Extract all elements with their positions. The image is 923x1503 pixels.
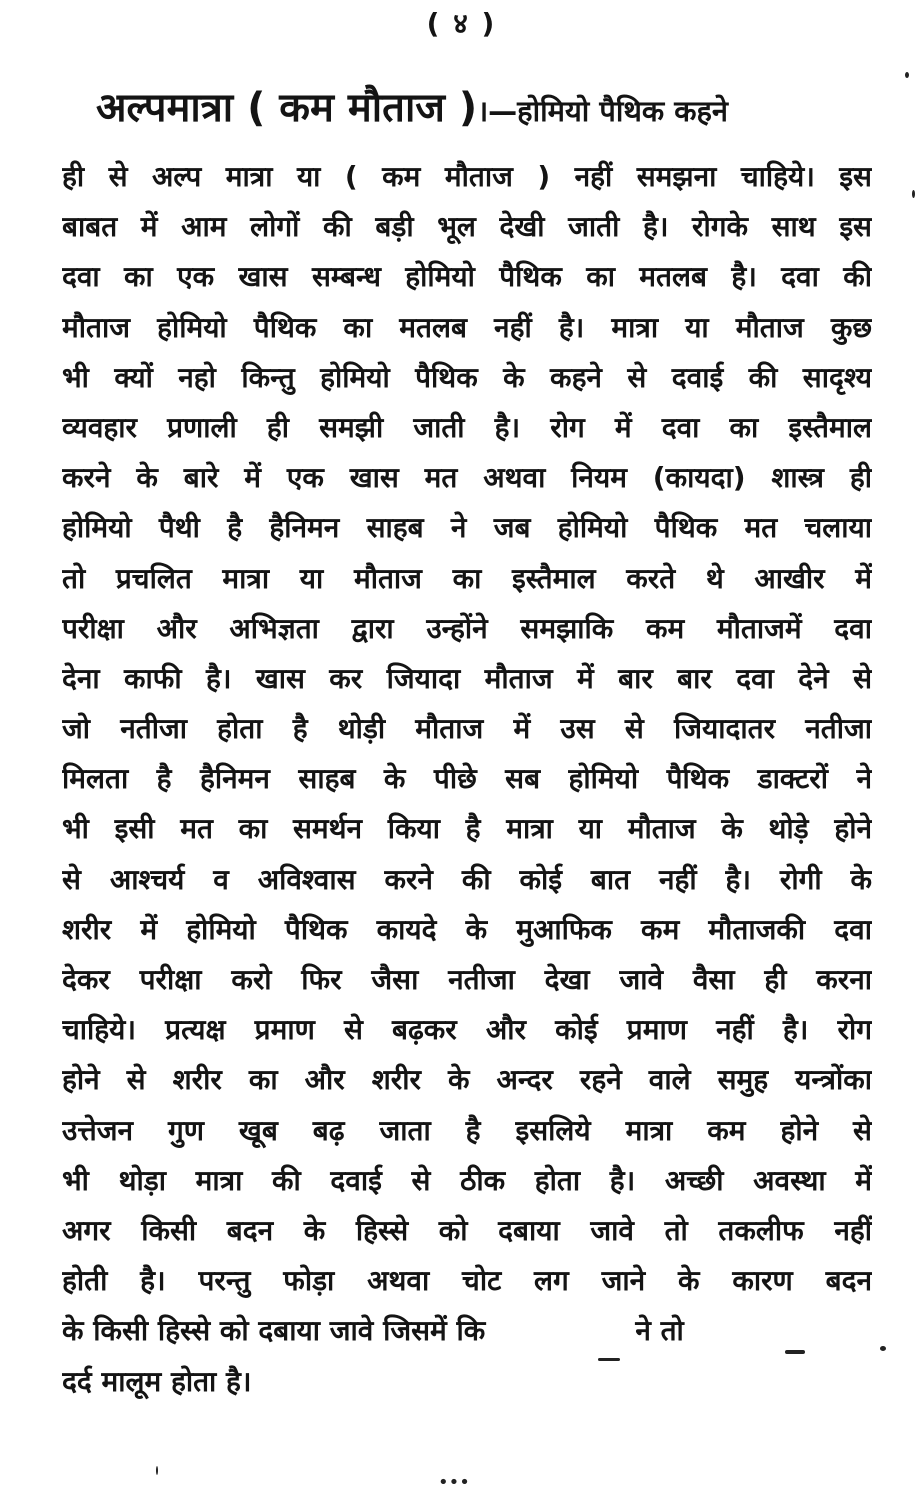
text-line: होमियो पैथी है हैनिमन साहब ने जब होमियो पैथिक मत चलाया xyxy=(62,511,872,545)
text-line: चाहिये। प्रत्यक्ष प्रमाण से बढ़कर और कोई प्रमाण नहीं है। रोग xyxy=(62,1013,872,1047)
scan-speck xyxy=(156,1466,158,1475)
text-line-start: के किसी हिस्से को दबाया जावे जिसमें कि xyxy=(62,1314,486,1348)
heading-continuation: ।—होमियो पैथिक कहने xyxy=(477,94,729,128)
text-line: अगर किसी बदन के हिस्से को दबाया जावे तो तकलीफ नहीं xyxy=(62,1213,872,1247)
text-line: भी क्यों नहो किन्तु होमियो पैथिक के कहने से दवाई की सादृश्य xyxy=(62,360,872,394)
text-line: भी थोड़ा मात्रा की दवाई से ठीक होता है। अच्छी अवस्था में xyxy=(62,1163,872,1197)
text-line: तो प्रचलित मात्रा या मौताज का इस्तैमाल करते थे आखीर में xyxy=(62,561,872,595)
text-line: व्यवहार प्रणाली ही समझी जाती है। रोग में दवा का इस्तैमाल xyxy=(62,410,872,444)
text-line: शरीर में होमियो पैथिक कायदे के मुआफिक कम मौताजकी दवा xyxy=(62,912,872,946)
text-line: दवा का एक खास सम्बन्ध होमियो पैथिक का मतलब है। दवा की xyxy=(62,260,872,294)
heading-line xyxy=(96,78,886,133)
text-line: करने के बारे में एक खास मत अथवा नियम (कायदा) शास्त्र ही xyxy=(62,461,872,495)
text-line: मिलता है हैनिमन साहब के पीछे सब होमियो पैथिक डाक्टरों ने xyxy=(62,762,872,796)
scan-speck xyxy=(905,72,909,78)
text-line: बाबत में आम लोगों की बड़ी भूल देखी जाती है। रोगके साथ इस xyxy=(62,210,872,244)
text-line: मौताज होमियो पैथिक का मतलब नहीं है। मात्रा या मौताज कुछ xyxy=(62,310,872,344)
page-number: ( ४ ) xyxy=(426,7,497,40)
text-line: देकर परीक्षा करो फिर जैसा नतीजा देखा जावे वैसा ही करना xyxy=(62,963,872,996)
text-line: जो नतीजा होता है थोड़ी मौताज में उस से जियादातर नतीजा xyxy=(62,712,872,746)
text-line: होने से शरीर का और शरीर के अन्दर रहने वाले समुह यन्त्रोंका xyxy=(62,1063,872,1097)
text-line: ही से अल्प मात्रा या ( कम मौताज ) नहीं समझना चाहिये। इस xyxy=(62,160,872,193)
scan-speck xyxy=(912,190,915,198)
scan-speck xyxy=(880,1346,886,1351)
text-line: भी इसी मत का समर्थन किया है मात्रा या मौताज के थोड़े होने xyxy=(62,812,872,846)
text-line: दर्द मालूम होता है। xyxy=(62,1364,252,1398)
section-heading: अल्पमात्रा ( कम मौताज ) xyxy=(96,85,478,131)
scan-speck xyxy=(785,1350,805,1354)
body-text xyxy=(62,152,872,1407)
text-line: देना काफी है। खास कर जियादा मौताज में बार बार दवा देने से xyxy=(62,661,872,695)
text-line: से आश्चर्य व अविश्वास करने की कोई बात नहीं है। रोगी के xyxy=(62,862,872,896)
text-line: उत्तेजन गुण खूब बढ़ जाता है इसलिये मात्रा कम होने से xyxy=(62,1113,872,1147)
text-line: होती है। परन्तु फोड़ा अथवा चोट लग जाने के कारण बदन xyxy=(62,1264,872,1298)
text-line: परीक्षा और अभिज्ञता द्वारा उन्होंने समझाकि कम मौताजमें दवा xyxy=(62,611,872,645)
scan-speck xyxy=(598,1358,620,1361)
footer-mark: ••• xyxy=(438,1472,470,1493)
text-line-with-gap xyxy=(62,1306,872,1356)
text-line-end: ने तो xyxy=(635,1314,684,1348)
